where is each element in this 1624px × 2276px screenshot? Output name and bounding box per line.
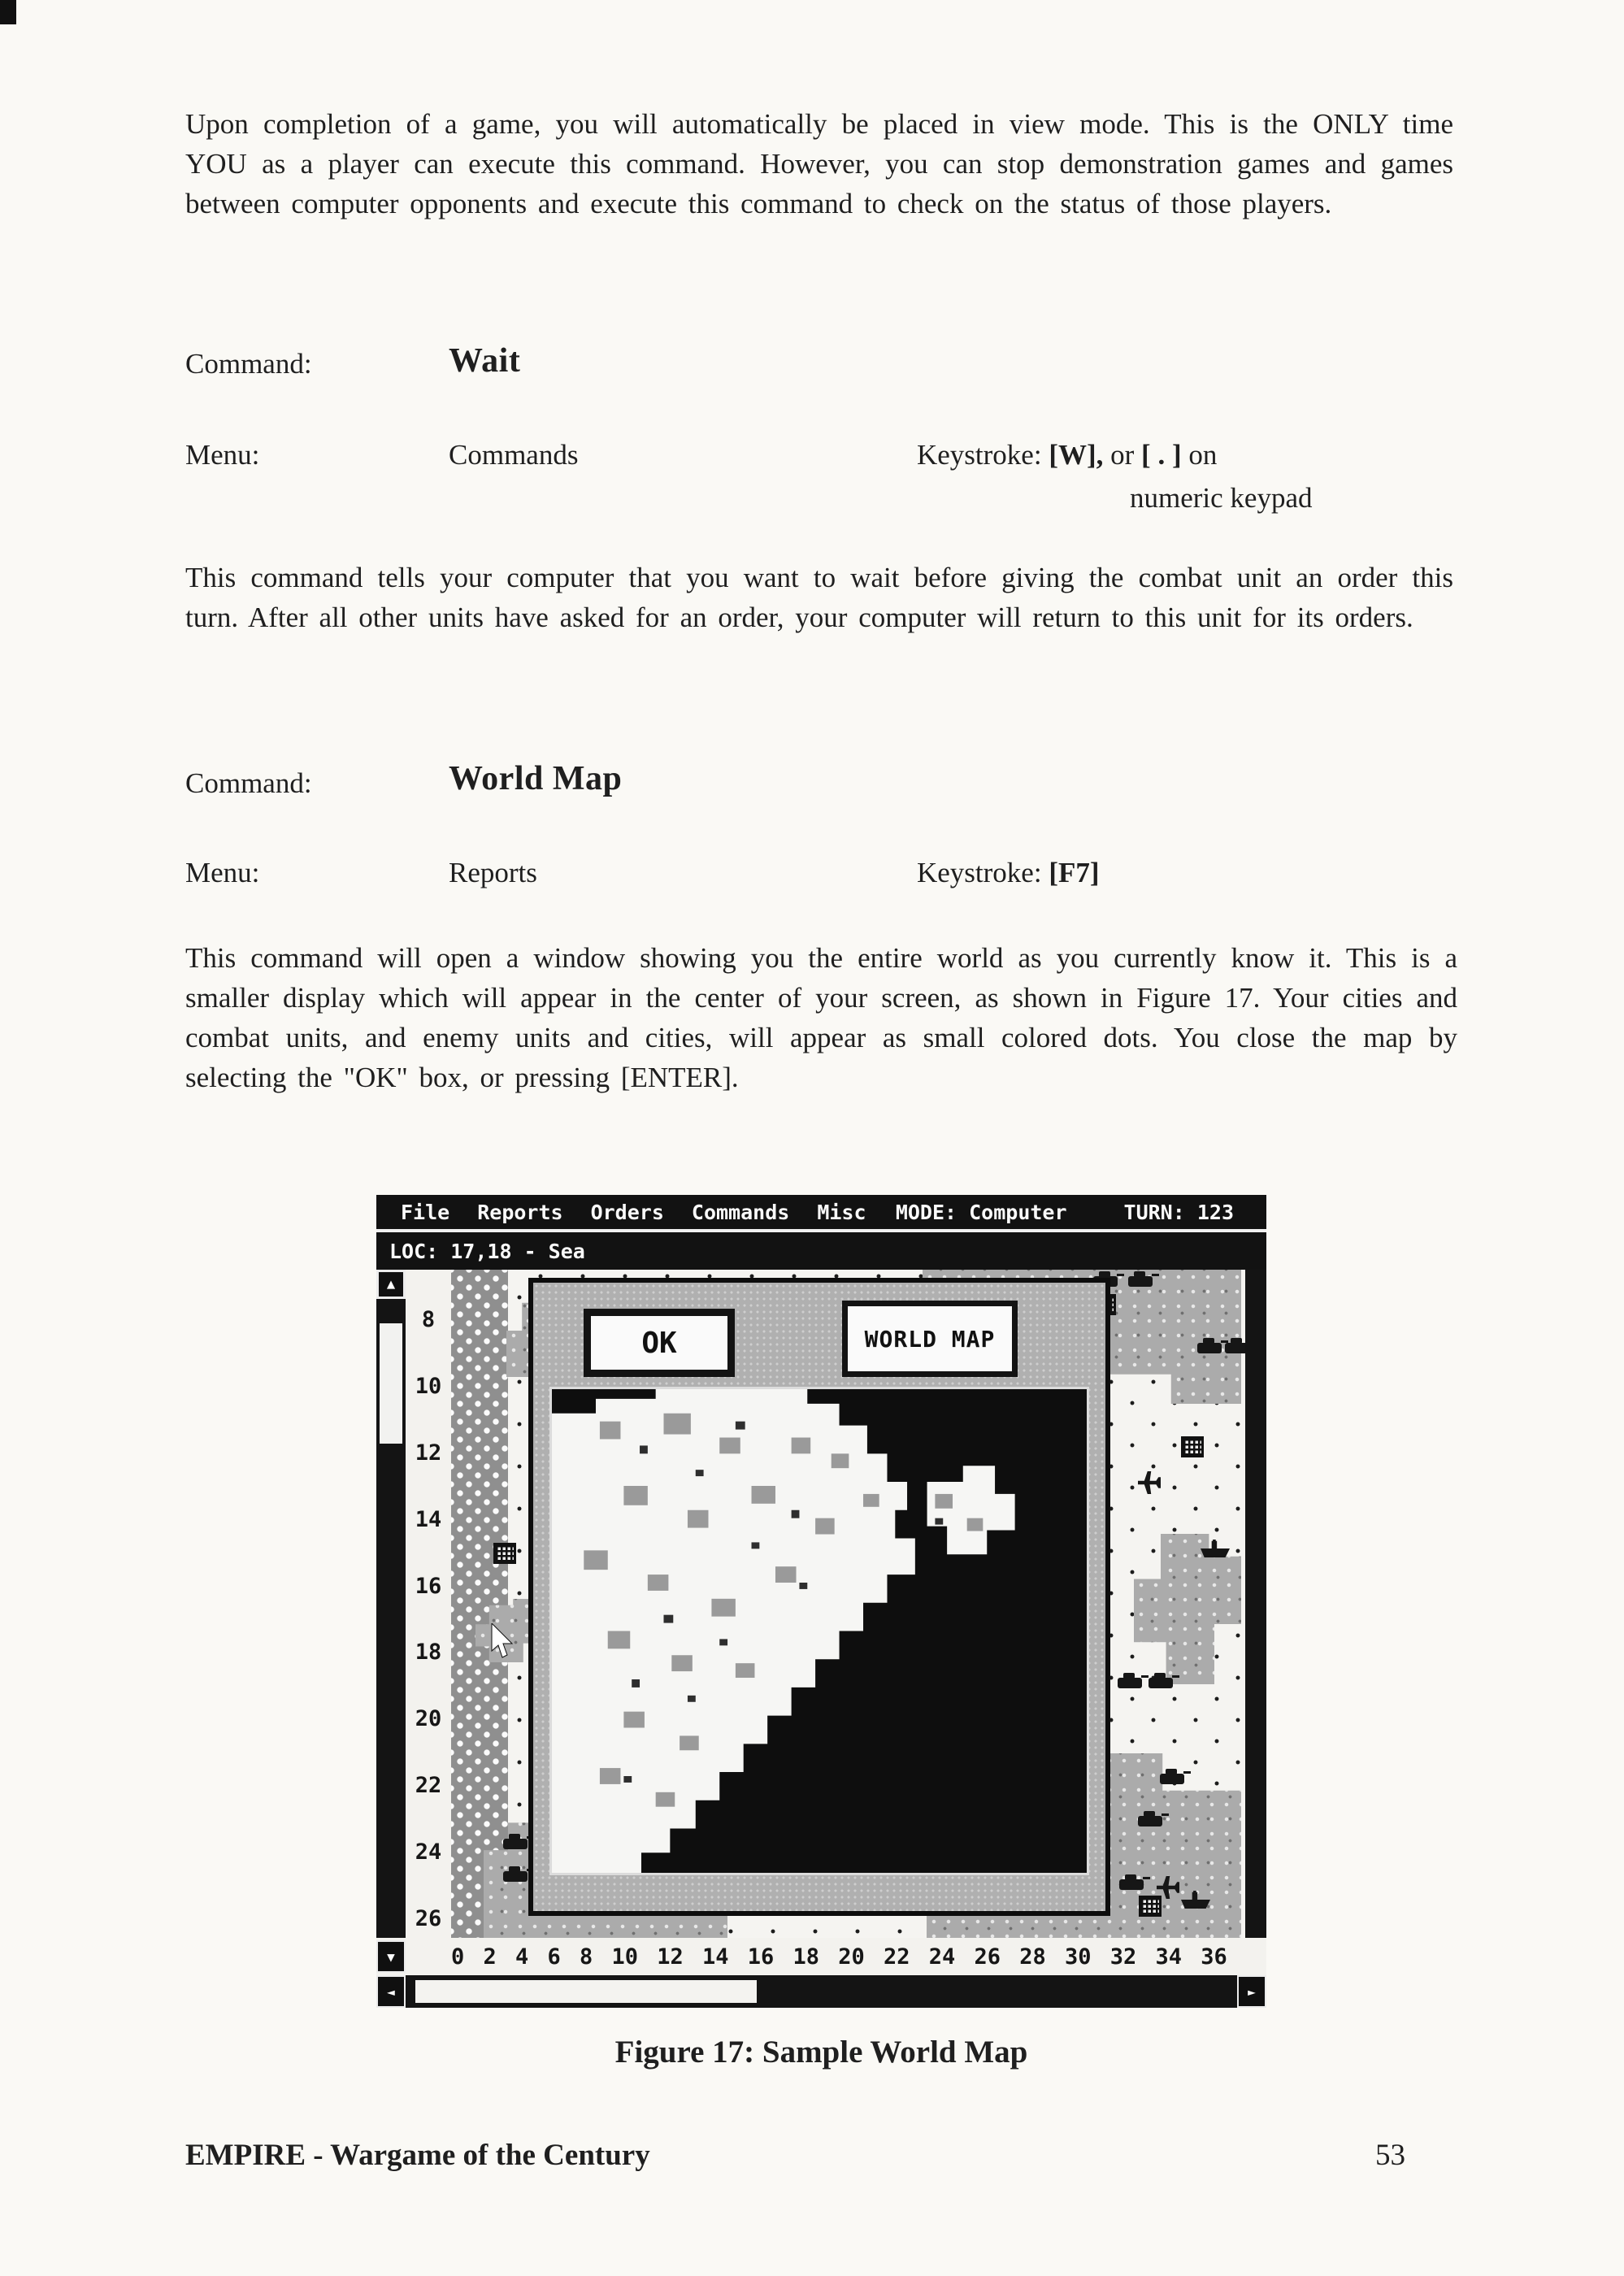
scroll-up-icon[interactable]: ▲	[376, 1270, 406, 1299]
vertical-scrollbar[interactable]	[376, 1270, 406, 1938]
location-bar: LOC: 17,18 - Sea	[376, 1232, 1266, 1270]
mode-indicator: MODE: Computer	[895, 1200, 1067, 1224]
horizontal-scrollbar[interactable]	[376, 1975, 1266, 2008]
column-label: 0	[451, 1944, 465, 1970]
game-menu-bar	[376, 1195, 1266, 1232]
tank-icon	[1197, 1343, 1222, 1353]
menu-item[interactable]: Reports	[477, 1200, 563, 1224]
column-label: 4	[515, 1944, 529, 1970]
column-label: 18	[792, 1944, 820, 1970]
vertical-scrollbar-thumb[interactable]	[380, 1323, 402, 1444]
row-label: 18	[415, 1640, 442, 1666]
worldmap-command-label: Command:	[185, 767, 312, 799]
page-number: 53	[1375, 2139, 1405, 2172]
wait-menu-value: Commands	[449, 439, 579, 471]
column-label: 16	[747, 1944, 775, 1970]
column-label: 28	[1019, 1944, 1046, 1970]
world-map-view	[549, 1387, 1089, 1875]
city-icon	[493, 1543, 516, 1564]
wait-menu-label: Menu:	[185, 439, 260, 471]
row-label: 24	[415, 1839, 442, 1865]
column-label: 26	[974, 1944, 1001, 1970]
row-coordinate-labels	[406, 1270, 451, 1938]
world-map-window-title: WORLD MAP	[842, 1301, 1018, 1377]
city-icon	[1181, 1436, 1204, 1457]
scroll-down-icon[interactable]: ▼	[376, 1940, 406, 1973]
worldmap-keystroke-key: [F7]	[1049, 857, 1100, 888]
turn-indicator: TURN: 123	[1123, 1200, 1234, 1224]
column-label: 20	[838, 1944, 865, 1970]
wait-keystroke-on: on	[1188, 439, 1218, 471]
scroll-right-icon[interactable]: ►	[1237, 1975, 1266, 2008]
worldmap-keystroke-label: Keystroke:	[917, 857, 1042, 888]
row-label: 10	[415, 1373, 442, 1399]
column-coordinate-labels	[451, 1938, 1227, 1975]
column-label: 8	[580, 1944, 593, 1970]
mouse-cursor-icon	[490, 1623, 1025, 1938]
column-coordinate-axis	[376, 1938, 1266, 1975]
column-label: 30	[1065, 1944, 1092, 1970]
wait-description: This command tells your computer that you want to wait before giving the combat unit an order this turn. After all other units have asked for an order, your computer will return to this unit for its orders.	[185, 562, 1453, 633]
row-label: 12	[415, 1440, 442, 1466]
horizontal-scrollbar-thumb[interactable]	[415, 1980, 757, 2003]
wait-keystroke-or: or	[1110, 439, 1142, 471]
game-menu-items	[376, 1201, 866, 1224]
worldmap-menu-value: Reports	[449, 857, 537, 888]
map-right-border	[1245, 1270, 1266, 1938]
column-label: 36	[1201, 1944, 1227, 1970]
figure-17-screenshot	[376, 1195, 1266, 2008]
tank-icon	[1119, 1879, 1144, 1890]
scan-edge-artifact	[0, 0, 16, 24]
intro-paragraph: Upon completion of a game, you will automatically be placed in view mode. This is the ONLY time YOU as a player can execute this command. However, you can stop demonstration games and games between computer opponents and execute this command to check on the status of those players.	[185, 108, 1453, 219]
tank-icon	[1128, 1276, 1153, 1287]
tank-icon	[1160, 1774, 1184, 1784]
column-label: 10	[611, 1944, 639, 1970]
row-label: 16	[415, 1573, 442, 1599]
tank-icon	[1149, 1678, 1173, 1688]
worldmap-menu-label: Menu:	[185, 857, 260, 888]
column-label: 22	[884, 1944, 910, 1970]
menu-item[interactable]: Orders	[590, 1200, 664, 1224]
row-label: 22	[415, 1773, 442, 1799]
column-label: 14	[702, 1944, 729, 1970]
menu-item[interactable]: Misc	[817, 1200, 866, 1224]
scroll-left-icon[interactable]: ◄	[376, 1975, 406, 2008]
menu-item[interactable]: File	[401, 1200, 450, 1224]
tank-icon	[1225, 1343, 1245, 1353]
column-label: 2	[483, 1944, 497, 1970]
column-label: 32	[1109, 1944, 1137, 1970]
ok-button[interactable]: OK	[584, 1309, 735, 1377]
row-label: 8	[421, 1307, 436, 1332]
figure-caption: Figure 17: Sample World Map	[614, 2035, 1028, 2070]
column-label: 24	[928, 1944, 956, 1970]
wait-keystroke-key1: [W],	[1049, 439, 1104, 471]
column-label: 6	[547, 1944, 561, 1970]
worldmap-description: This command will open a window showing you the entire world as you currently know it. This is a smaller display which will appear in the center of your screen, as shown in Figure 17. Your cities and combat units, and enemy units and cities, will appear as small colored dots. You close the map by selecting the "OK" box, or pressing [ENTER].	[185, 942, 1457, 1093]
wait-command-name: Wait	[449, 342, 521, 380]
wait-keystroke-line	[917, 439, 1217, 471]
worldmap-command-name: World Map	[449, 760, 623, 797]
row-label: 14	[415, 1506, 442, 1532]
column-label: 12	[657, 1944, 684, 1970]
row-label: 20	[415, 1706, 442, 1732]
menu-item[interactable]: Commands	[691, 1200, 790, 1224]
city-icon	[1139, 1896, 1162, 1917]
wait-keystroke-label: Keystroke:	[917, 439, 1042, 471]
worldmap-keystroke-line	[917, 857, 1100, 889]
row-label: 26	[415, 1905, 442, 1931]
footer-title: EMPIRE - Wargame of the Century	[185, 2139, 650, 2172]
tank-icon	[1138, 1816, 1162, 1826]
wait-keystroke-line2: numeric keypad	[1130, 482, 1313, 514]
game-map-field	[451, 1270, 1245, 1938]
wait-command-label: Command:	[185, 348, 312, 380]
column-label: 34	[1155, 1944, 1183, 1970]
game-map-body	[376, 1270, 1266, 1938]
world-map-window	[528, 1278, 1110, 1916]
plane-icon	[1138, 1471, 1161, 1494]
wait-keystroke-key2: [ . ]	[1141, 439, 1182, 471]
tank-icon	[1118, 1678, 1142, 1688]
